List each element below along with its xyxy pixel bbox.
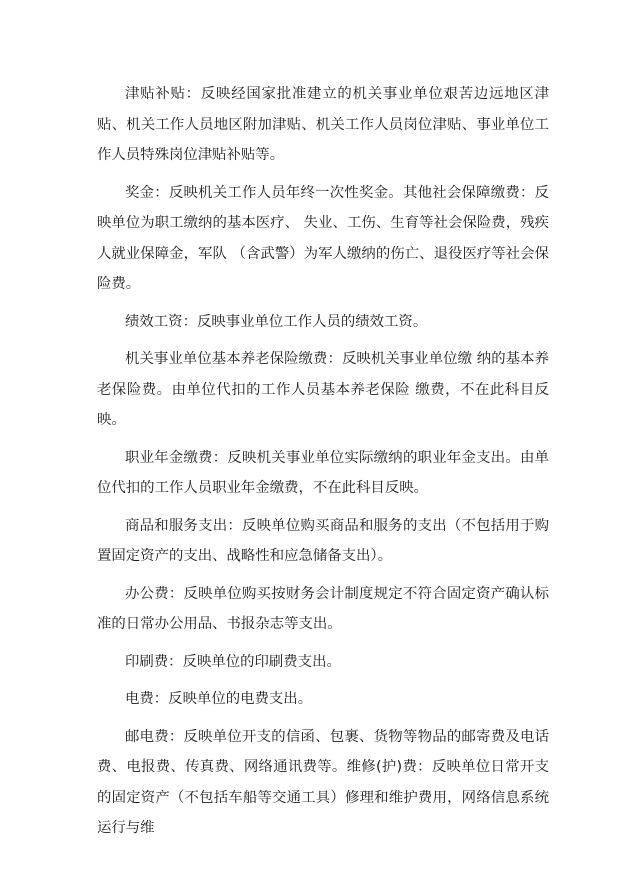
paragraph-goods-services: 商品和服务支出：反映单位购买商品和服务的支出（不包括用于购置固定资产的支出、战略性和应急储备支出）。 <box>97 517 549 564</box>
paragraph-performance-pay: 绩效工资：反映事业单位工作人员的绩效工资。 <box>125 313 428 330</box>
paragraph-electricity: 电费：反映单位的电费支出。 <box>125 691 313 707</box>
paragraph-printing-fees: 印刷费：反映单位的印刷费支出。 <box>125 653 341 670</box>
paragraph-occupational-annuity: 职业年金缴费：反映机关事业单位实际缴纳的职业年金支出。由单位代扣的工作人员职业年金缴费，不在此科目反映。 <box>97 449 549 496</box>
paragraph-postal-maintenance: 邮电费：反映单位开支的信函、包裹、货物等物品的邮寄费及电话费、电报费、传真费、网络通讯费等。维修(护)费：反映单位日常开支的固定资产（不包括车船等交通工具）修理和维护费用，网络信息系统运行与维 <box>97 728 549 836</box>
paragraph-allowances: 津贴补贴：反映经国家批准建立的机关事业单位艰苦边远地区津贴、机关工作人员地区附加津贴、机关工作人员岗位津贴、事业单位工作人员特殊岗位津贴补贴等。 <box>97 86 549 163</box>
paragraph-office-expenses: 办公费：反映单位购买按财务会计制度规定不符合固定资产确认标准的日常办公用品、书报杂志等支出。 <box>97 585 549 632</box>
paragraph-pension-insurance: 机关事业单位基本养老保险缴费：反映机关事业单位缴 纳的基本养老保险费。由单位代扣的工作人员基本养老保险 缴费，不在此科目反映。 <box>97 351 549 428</box>
paragraph-bonus-social-security: 奖金：反映机关工作人员年终一次性奖金。其他社会保障缴费：反映单位为职工缴纳的基本医疗、 失业、工伤、生育等社会保险费，残疾人就业保障金，军队 （含武警）为军人缴纳的伤亡、退役医疗等社会保险费。 <box>97 184 549 292</box>
document-body <box>97 79 549 851</box>
